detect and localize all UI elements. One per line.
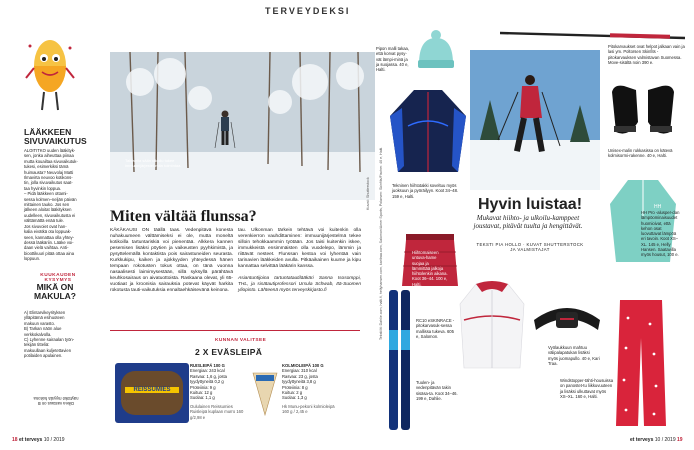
waist-belt-image: [530, 300, 604, 340]
sidebar-text-line: taa hyvinkin loppua.: [24, 185, 62, 191]
pill-character-illustration: [22, 38, 78, 120]
vest-callout: Tuulen- ja vedenpitävän takin sisäsa-ta. Koot 34–46. 199 e, Dahlie.: [416, 380, 458, 401]
article-col2-body: tau. Ulkonman tärkein tehtävä voi kuitenkin olla verenkierron vauhdittaminen: immuunijärjestelmä tekee silloin tehokkaammin työtään. Jos taisi kuitenkin iskee, immukkeistä ensimmäisten olla vuodelepo, lämmin ja riittävät nesteet. Flunssan kestoa voi lyhentää vain tarinavien lääkkeiden avulla. Pitkäaikainen kuume ja kipu kannattaa selvittää lääkärin kanssa.: [238, 228, 361, 269]
quiz-answer-line: B) Tarkan näön alue: [24, 326, 62, 332]
recipe-label: KUNNAN VALITSEE: [215, 338, 267, 343]
quiz-title: MIKÄ ON MAKULA?: [33, 282, 77, 301]
sidebar-text-line: ALOITITKO uuden lääkityk-: [24, 148, 76, 153]
quiz-answer-line: A) Elintarvikeyrityksen: [24, 310, 66, 315]
skirt-callout: Hiihtomaiseen untuva-hame suojaa ja lämmittää jalkoja hiihtolenkin aikana. Koot 36–44. 100 e, Halti.: [412, 250, 448, 287]
quiz-upside-answer: Oikea vastaus on B näyttökö myyslä hoitona: [33, 395, 79, 406]
products-credit: TEKSTI PIA HOLLO · KUVAT SHUTTERSTOCK JA VALMISTAJAT: [476, 242, 584, 252]
recipe-nutrition-line: tyydyttyneitä 0,2 g: [190, 379, 224, 385]
footer-right: et terveys 10 / 2019 19: [630, 437, 683, 443]
recipe-nutrition-line: Kuitua: 12 g: [190, 390, 213, 396]
article-title: Miten vältää flunssa?: [110, 208, 257, 225]
thermal-top-callout: HH Pro -alusper-dan lämpöominaisuudet huomioivat, että kehon osat luovuttavat lämpöä eri tavoin. Koot XS–XL. 145 e, Helly Hansen. Saatavilla myös housut, 100 e.: [641, 210, 680, 258]
skis-image: [385, 290, 415, 430]
white-jacket-image: [458, 280, 526, 370]
section-title: TERVEYDEKSI: [265, 6, 351, 16]
recipe-nutrition-line: Kuitua: 2 g: [282, 390, 303, 396]
footer-left: 18 et terveys 10 / 2019: [12, 437, 65, 443]
skis-callout: RC10 eSKINRACE -pitokarvasuk-sessa mallissa tukeva. 605 e, Salomon.: [416, 318, 455, 339]
recipe-nutrition-line: Proteiinia: 9 g: [190, 384, 216, 390]
sidebar-text-line: sessa kolmen–neljän päivän: [24, 196, 77, 202]
sidebar-text-line: mutta kouailtaa sivuvaikutuk-: [24, 158, 78, 164]
photo-credit-vertical: Kuvat: Shutterstock: [366, 177, 370, 210]
sidebar-text-line: loppuun.: [24, 256, 41, 262]
star-pants-image: [614, 298, 668, 428]
recipe-nutrition-line: Rasvaa: 23 g, josta: [282, 373, 318, 379]
belt-callout: Vyölaukkuun mahtuu välipalapatukan lisäksi myös juomapullo. 40 e, Kari Traa.: [548, 345, 600, 366]
sidebar-text-line: tukesi, esimerkiksi tämä: [24, 164, 69, 170]
recipe-2: KOLMIOLEIPÄ 100 G Energiaa: 310 kcal Rasvaa: 23 g, josta tyydyttyneitä 3,8 g Proteiinia: 8 g Kuitua: 2 g Suolaa: 1,3 g Hk Munu-pekoni kolmioleipä 160 g / 2,45 e: [282, 363, 340, 415]
rye-bread-package-image: [115, 363, 189, 423]
sidebar-text-line: daan vielä vaihtaa. Anti-: [24, 245, 69, 251]
quiz-answer-line: verkkokalvolla.: [24, 331, 52, 337]
sidebar-text-line: huimausta? Neuvolaj Matti: [24, 169, 74, 175]
quiz-answers: [24, 310, 84, 359]
article-column-2: [238, 228, 361, 294]
recipe-nutrition-line: Rasvaa: 1,6 g, josta: [190, 373, 228, 379]
skier-photo: [470, 50, 600, 190]
bread-brand-label: REISSUMIES: [125, 387, 179, 393]
recipe-nutrition-line: Suolaa: 1,3 g: [282, 395, 307, 401]
sidebar-text-line: Jos sivuvoiet ovat han-: [24, 223, 67, 229]
svg-text:HH: HH: [654, 204, 662, 210]
recipe-divider: [110, 330, 360, 331]
quiz-answer-line: makuullaan kuljetettavien: [24, 347, 72, 353]
quiz-label: KUUKAUDEN KYSYMYS: [40, 273, 76, 283]
products-title: Hyvin luistaa!: [478, 196, 583, 213]
gutter-credits: Tekstiilit: Dahlie.com, halti.fi, hellyhansen.com, karitraa.com, Salomon/Amer Sports, Polarsen: Skinfits/Fischer. 40 e, Halti.: [379, 146, 383, 340]
sidebar-text-line: sen, jonka aiheuttaa piinaa: [24, 153, 74, 159]
sidebar-text-line: – Pidä lääkkeen ottami-: [24, 191, 68, 197]
quiz-answer-line: makuun varasto.: [24, 320, 55, 326]
sidebar-text-line: uudelleen, sivuvaikutusta ei: [24, 212, 76, 218]
sidebar-text-line: kalia eivätkä ota loppuak-: [24, 229, 72, 235]
products-subtitle: Mukavat hiihto- ja ulkoilu-kamppeet joustavat, pitävät tuulta ja hengittävät.: [473, 214, 583, 230]
sidebar-text-line: mittainen tauko. Jos sen: [24, 202, 70, 208]
recipe-nutrition-line: Energiaa: 310 kcal: [282, 368, 317, 374]
quiz-answer-line: C) Lyhenne sairaalan työn-: [24, 337, 75, 343]
pants-callout: Windstopper-tähti-housuissa on panostet-tu liikkuvuuteen ja lisäksi ulkuttavat myös XS–XL. 160 e, Halti.: [560, 378, 614, 399]
sidebar-text-line: Ilmavirta neuvoo kotikons-: [24, 175, 73, 181]
sidebar-text-line: välttämättä enää tule.: [24, 218, 65, 224]
mitten-callout: Unisex-malin rukkasissa on kätevä kolmisormi-rakenne. 40 e, Halti.: [608, 148, 673, 159]
sidebar-text: [24, 148, 84, 262]
jacket-callout: Tekninen hiihtotakki soveltuu myös juoksuun ja pyöräilyyn. Koot 34–48. 159 e, Halti.: [392, 183, 459, 199]
quiz-answer-line: potilaiden apulainen.: [24, 353, 63, 359]
ski-pole-image: [500, 30, 685, 42]
quiz-answer-line: tekijän titteliä:: [24, 342, 50, 348]
sandwich-package-image: [250, 363, 280, 423]
sidebar-text-line: dessä lääkäriin. Lääke voi-: [24, 239, 74, 245]
sidebar-title: LÄÄKKEEN SIVUVAIKUTUS: [24, 127, 87, 146]
gloves-image: [608, 82, 678, 142]
photo-caption: Talvisella sään ulkoilu tukee immuunijärjestel-män toimintaa.: [125, 158, 182, 168]
winter-forest-photo: [110, 52, 375, 200]
sidebar-text-line: jälkeen aloitat lääkityksen: [24, 207, 72, 213]
sidebar-text-line: tin, jolla sivuvaikutus saat-: [24, 180, 73, 186]
ski-jacket-image: [388, 86, 468, 174]
recipe-nutrition-line: tyydyttyneitä 3,8 g: [282, 379, 316, 385]
recipe-nutrition-line: Energiaa: 243 kcal: [190, 368, 225, 374]
article-column-1: KÄKÄKAUSI ON täällä taas. Vedenpitävä konesta nuhakuumeen välttämiseksi ei ole, mutta moneltä kotikoilla tartuntariskiä voi pienentää. Alkkera kannen pesemisen lisäksi pöytien ja vaikeusten pyyhkimistä, ja pysyttelemällä kontaktista pois sairastuneiden seurasta. Kurkkukipu, kaiken ja ajokkyyden yhteydessä hänen tempaan rokotusten tokus ottaa, on tänä vuonna nasaalisesti laimimysestään, sillä syksyllä pärähtävä keuhkosairaus on aivatuottoista. Raskaana olevat, yli 65-vuotiaat ja kroonisia sairauksia potevat käyvät harkita rokotusta tauti-vaikutuksia ennaltaehkäisevänä keinona.: [110, 228, 233, 293]
recipe-1: RUISLEIPÄ 100 G Energiaa: 243 kcal Rasvaa: 1,6 g, josta tyydyttyneitä 0,2 g Proteiinia: 9 g Kuitua: 12 g Suolaa: 1,1 g Oululainen Reissumies Ruisleipä kuplaan murro 160 g/2,98 e: [190, 363, 248, 420]
beanie-callout: Pipon malli takaa, että korvat pysy-vät lämpi-minä ja ja suojassa. 40 e, Halti.: [376, 46, 410, 73]
gloves-callout: Pitokarvaukset ovat helpot jalkaan vain ja lasi ym. Poltorsen Skinfits -pitokarvauksen valmistavan Suomessa. Move-sisältä noin 390 e.: [608, 44, 685, 65]
recipe-nutrition-line: Suolaa: 1,1 g: [190, 395, 215, 401]
article-col2-note: Asiantuntijoina tartuntatautilääkäri Sanna Isosomppi, THL, ja sisätautiprofessori Ursula Schwab, Itä-Suomen yliopisto. Lähteenä myös terveyskirjasto.fi: [238, 276, 361, 293]
recipe-title: 2 X EVÄSLEIPÄ: [195, 347, 263, 357]
sidebar-text-line: seen, kannattaa olla yhtey-: [24, 234, 75, 240]
quiz-answer-line: ylläpitämä esihuoteen: [24, 315, 65, 321]
beanie-image: [415, 30, 457, 70]
recipe-nutrition-line: Proteiinia: 8 g: [282, 384, 308, 390]
sidebar-text-line: bioottikuuri pitää ottaa aina: [24, 250, 75, 256]
